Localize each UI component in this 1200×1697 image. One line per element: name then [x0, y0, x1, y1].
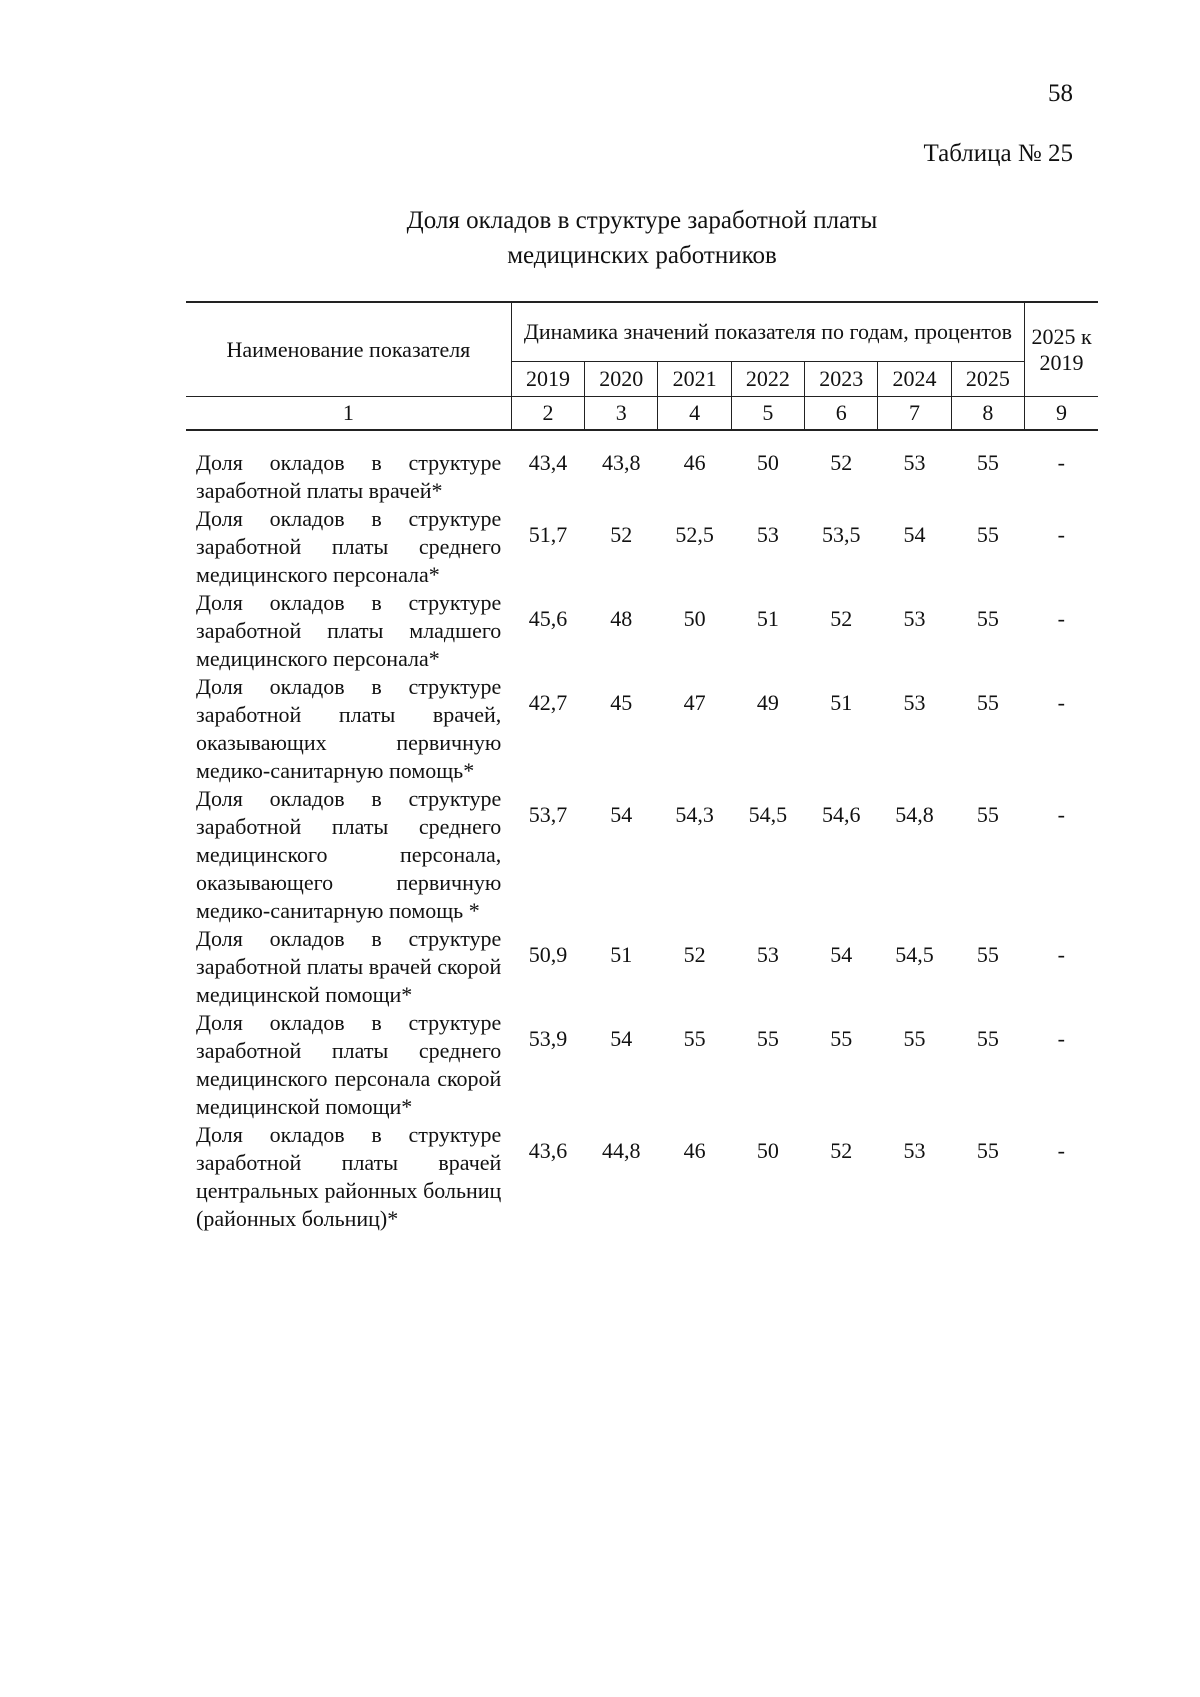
indicator-value: -: [1057, 450, 1065, 475]
indicator-value: 50: [683, 606, 706, 631]
column-number: 2: [511, 397, 584, 431]
indicator-value: 55: [976, 802, 999, 827]
indicator-name: Доля окладов в структуре заработной платы среднего медицинского персонала скорой медицинской помощи*: [196, 1010, 502, 1119]
salary-share-table: [186, 301, 1098, 1233]
indicator-value: 52,5: [675, 522, 714, 547]
indicator-value: 45: [610, 690, 633, 715]
column-number: 6: [805, 397, 878, 431]
indicator-value: -: [1057, 942, 1065, 967]
indicator-value: 53: [903, 1138, 926, 1163]
indicator-value: 50,9: [528, 942, 568, 967]
indicator-value: 50: [756, 450, 779, 475]
indicator-value: 54: [610, 1026, 633, 1051]
indicator-value: 54: [830, 942, 853, 967]
column-header-dynamics: Динамика значений показателя по годам, процентов: [511, 302, 1024, 362]
table-row: [186, 673, 1098, 785]
indicator-value: 53,9: [528, 1026, 568, 1051]
indicator-value: 53: [903, 606, 926, 631]
table-row: [186, 1009, 1098, 1121]
indicator-value: 55: [976, 942, 999, 967]
indicator-value: 52: [610, 522, 633, 547]
column-number: 3: [585, 397, 658, 431]
year-header: 2019: [511, 362, 584, 397]
indicator-name: Доля окладов в структуре заработной платы младшего медицинского персонала*: [196, 590, 502, 671]
year-header: 2021: [658, 362, 731, 397]
indicator-value: 46: [683, 1138, 706, 1163]
indicator-value: 55: [683, 1026, 706, 1051]
table-row: [186, 505, 1098, 589]
indicator-value: 51,7: [528, 522, 568, 547]
indicator-value: -: [1057, 802, 1065, 827]
indicator-value: 52: [683, 942, 706, 967]
indicator-value: 52: [830, 450, 853, 475]
indicator-value: 43,6: [528, 1138, 568, 1163]
indicator-name: Доля окладов в структуре заработной платы среднего медицинского персонала*: [196, 506, 502, 587]
indicator-value: 54,3: [675, 802, 714, 827]
indicator-value: 51: [830, 690, 853, 715]
indicator-value: 53: [903, 690, 926, 715]
indicator-value: -: [1057, 522, 1065, 547]
indicator-value: 44,8: [602, 1138, 641, 1163]
indicator-value: 54,5: [748, 802, 788, 827]
indicator-value: 51: [756, 606, 779, 631]
column-header-2025-vs-2019: 2025 к 2019: [1025, 302, 1098, 397]
indicator-value: 55: [976, 690, 999, 715]
year-header: 2020: [585, 362, 658, 397]
column-number: 9: [1025, 397, 1098, 431]
indicator-value: 50: [756, 1138, 779, 1163]
indicator-value: 55: [976, 1138, 999, 1163]
indicator-value: 55: [976, 522, 999, 547]
table-title: [186, 203, 1098, 273]
indicator-value: 55: [903, 1026, 926, 1051]
table-row: [186, 785, 1098, 925]
table-label: Таблица № 25: [923, 140, 1073, 167]
year-header: 2022: [731, 362, 804, 397]
indicator-value: 54,6: [821, 802, 861, 827]
table-row: [186, 925, 1098, 1009]
indicator-value: 55: [976, 450, 999, 475]
indicator-value: 55: [830, 1026, 853, 1051]
indicator-value: 47: [683, 690, 706, 715]
column-number: 8: [951, 397, 1024, 431]
indicator-value: 53,5: [821, 522, 861, 547]
indicator-value: -: [1057, 1026, 1065, 1051]
indicator-value: 49: [756, 690, 779, 715]
title-line-2: медицинских работников: [507, 242, 777, 269]
indicator-value: 51: [610, 942, 633, 967]
column-number: 1: [186, 397, 511, 431]
year-header: 2024: [878, 362, 951, 397]
indicator-name: Доля окладов в структуре заработной платы врачей, оказывающих первичную медико-санитарную помощь*: [196, 674, 502, 783]
indicator-value: 55: [976, 606, 999, 631]
indicator-value: 42,7: [528, 690, 568, 715]
indicator-value: 46: [683, 450, 706, 475]
indicator-value: 54,8: [895, 802, 934, 827]
year-header: 2025: [951, 362, 1024, 397]
table-row: [186, 1121, 1098, 1233]
indicator-name: Доля окладов в структуре заработной платы среднего медицинского персонала, оказывающего первичную медико-санитарную помощь *: [196, 786, 502, 923]
indicator-value: 52: [830, 606, 853, 631]
indicator-name: Доля окладов в структуре заработной платы врачей*: [196, 450, 502, 503]
indicator-value: 55: [976, 1026, 999, 1051]
indicator-value: 48: [610, 606, 633, 631]
table-row: [186, 589, 1098, 673]
table-row: [186, 430, 1098, 505]
indicator-value: -: [1057, 606, 1065, 631]
column-number: 5: [731, 397, 804, 431]
indicator-value: 45,6: [528, 606, 568, 631]
column-number: 4: [658, 397, 731, 431]
indicator-value: 43,8: [602, 450, 641, 475]
indicator-value: 54: [610, 802, 633, 827]
indicator-value: 54,5: [895, 942, 934, 967]
indicator-value: 53,7: [528, 802, 568, 827]
indicator-value: 43,4: [528, 450, 568, 475]
indicator-value: 53: [756, 942, 779, 967]
indicator-value: 52: [830, 1138, 853, 1163]
indicator-value: 53: [756, 522, 779, 547]
indicator-value: -: [1057, 690, 1065, 715]
indicator-name: Доля окладов в структуре заработной платы врачей скорой медицинской помощи*: [196, 926, 502, 1007]
indicator-name: Доля окладов в структуре заработной платы врачей центральных районных больниц (районных больниц)*: [196, 1122, 502, 1231]
column-header-name: Наименование показателя: [186, 302, 511, 397]
title-line-1: Доля окладов в структуре заработной платы: [406, 207, 878, 234]
indicator-value: -: [1057, 1138, 1065, 1163]
indicator-value: 54: [903, 522, 926, 547]
indicator-value: 55: [756, 1026, 779, 1051]
column-number: 7: [878, 397, 951, 431]
indicator-value: 53: [903, 450, 926, 475]
year-header: 2023: [805, 362, 878, 397]
page-number: 58: [1048, 80, 1073, 107]
